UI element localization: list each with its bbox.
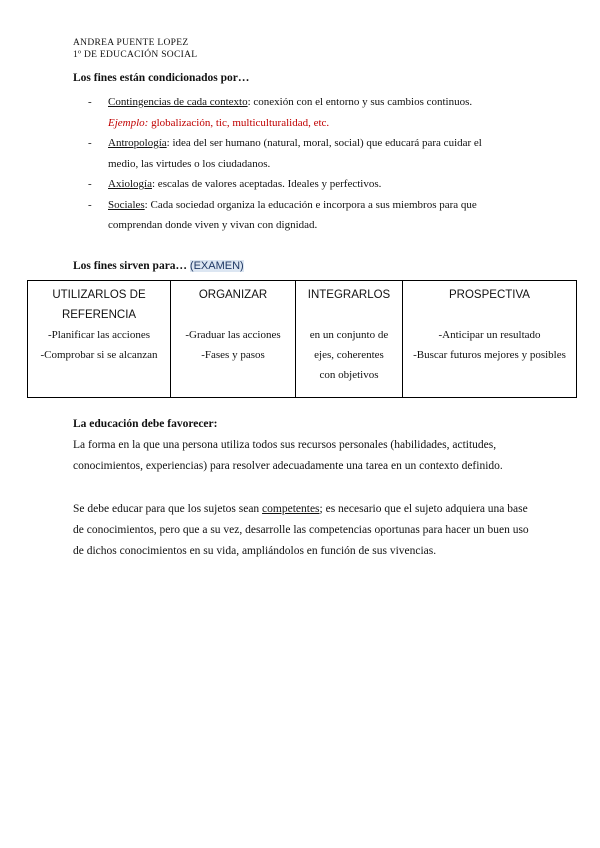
document-header xyxy=(73,37,197,61)
course-name: 1º DE EDUCACIÓN SOCIAL xyxy=(73,50,198,60)
example-label: Ejemplo: xyxy=(108,116,149,129)
heading-sirven-text: Los fines sirven para… xyxy=(73,260,188,272)
bullet-dash: - xyxy=(88,96,92,108)
bullet-dash: - xyxy=(88,198,92,211)
purposes-table xyxy=(27,280,577,398)
list-item-sociales xyxy=(88,195,528,236)
cell-line: -Planificar las acciones xyxy=(47,329,150,341)
term-antropologia: Antropología xyxy=(108,137,167,149)
paragraph-favorecer xyxy=(73,435,533,477)
column-header-cont: REFERENCIA xyxy=(61,309,137,321)
examen-highlight: (EXAMEN) xyxy=(189,260,244,272)
section-heading-sirven xyxy=(73,260,244,272)
cell-line: -Fases y pasos xyxy=(201,349,265,361)
bullet-dash: - xyxy=(88,137,92,149)
term-axiologia: Axiología xyxy=(108,178,152,190)
cell-line: ejes, coherentes xyxy=(314,349,384,361)
example-text: globalización, tic, multiculturalidad, etc. xyxy=(148,116,330,129)
author-name: ANDREA PUENTE LOPEZ xyxy=(73,38,189,48)
definition-sociales: : Cada sociedad organiza la educación e incorpora a sus miembros para que xyxy=(144,198,477,211)
bullet-dash: - xyxy=(88,178,92,190)
table-cell xyxy=(28,281,171,398)
definition-antropologia: : idea del ser humano (natural, moral, social) que educará para cuidar el xyxy=(166,137,482,149)
cell-line: -Graduar las acciones xyxy=(185,329,281,341)
cell-line: en un conjunto de xyxy=(309,329,389,341)
list-item-contingencias xyxy=(88,92,528,133)
cell-line: -Anticipar un resultado xyxy=(438,329,541,341)
section-heading-condicionados: Los fines están condicionados por… xyxy=(73,72,250,84)
paragraph-text: La forma en la que una persona utiliza todos sus recursos personales (habilidades, actitudes, conocimientos, experiencias) para resolver adecuadamente una tarea en un contexto definido. xyxy=(73,439,503,472)
column-header: UTILIZARLOS DE xyxy=(52,289,146,301)
term-contingencias: Contingencias de cada contexto xyxy=(108,96,248,108)
column-header: ORGANIZAR xyxy=(198,289,268,301)
cell-line: con objetivos xyxy=(319,369,379,381)
column-header: PROSPECTIVA xyxy=(449,289,530,301)
conditions-list xyxy=(88,92,528,236)
term-competentes: competentes xyxy=(262,503,320,515)
cell-line: -Buscar futuros mejores y posibles xyxy=(413,349,566,361)
definition-axiologia: : escalas de valores aceptadas. Ideales y perfectivos. xyxy=(152,178,382,190)
paragraph-competentes xyxy=(73,499,533,562)
column-header: INTEGRARLOS xyxy=(307,289,391,301)
example-line xyxy=(108,113,528,134)
list-item-axiologia xyxy=(88,174,528,195)
table-cell xyxy=(403,281,577,398)
table-cell xyxy=(171,281,296,398)
section-heading-favorecer: La educación debe favorecer: xyxy=(73,418,218,430)
cell-line: -Comprobar si se alcanzan xyxy=(40,349,158,361)
paragraph-text-cont: ; es necesario que el sujeto adquiera una base de conocimientos, pero que a su vez, desarrolle las competencias oportunas para hacer un buen uso de dichos conocimientos en su vida, ampliándolos en función de sus vivencias. xyxy=(73,503,529,557)
table-cell xyxy=(296,281,403,398)
definition-sociales-cont: comprendan donde viven y vivan con dignidad. xyxy=(108,219,318,231)
term-sociales: Sociales xyxy=(108,198,145,211)
list-item-antropologia xyxy=(88,133,528,174)
paragraph-text: Se debe educar para que los sujetos sean xyxy=(73,503,263,515)
definition-contingencias: : conexión con el entorno y sus cambios continuos. xyxy=(247,96,473,108)
definition-antropologia-cont: medio, las virtudes o los ciudadanos. xyxy=(108,157,271,170)
